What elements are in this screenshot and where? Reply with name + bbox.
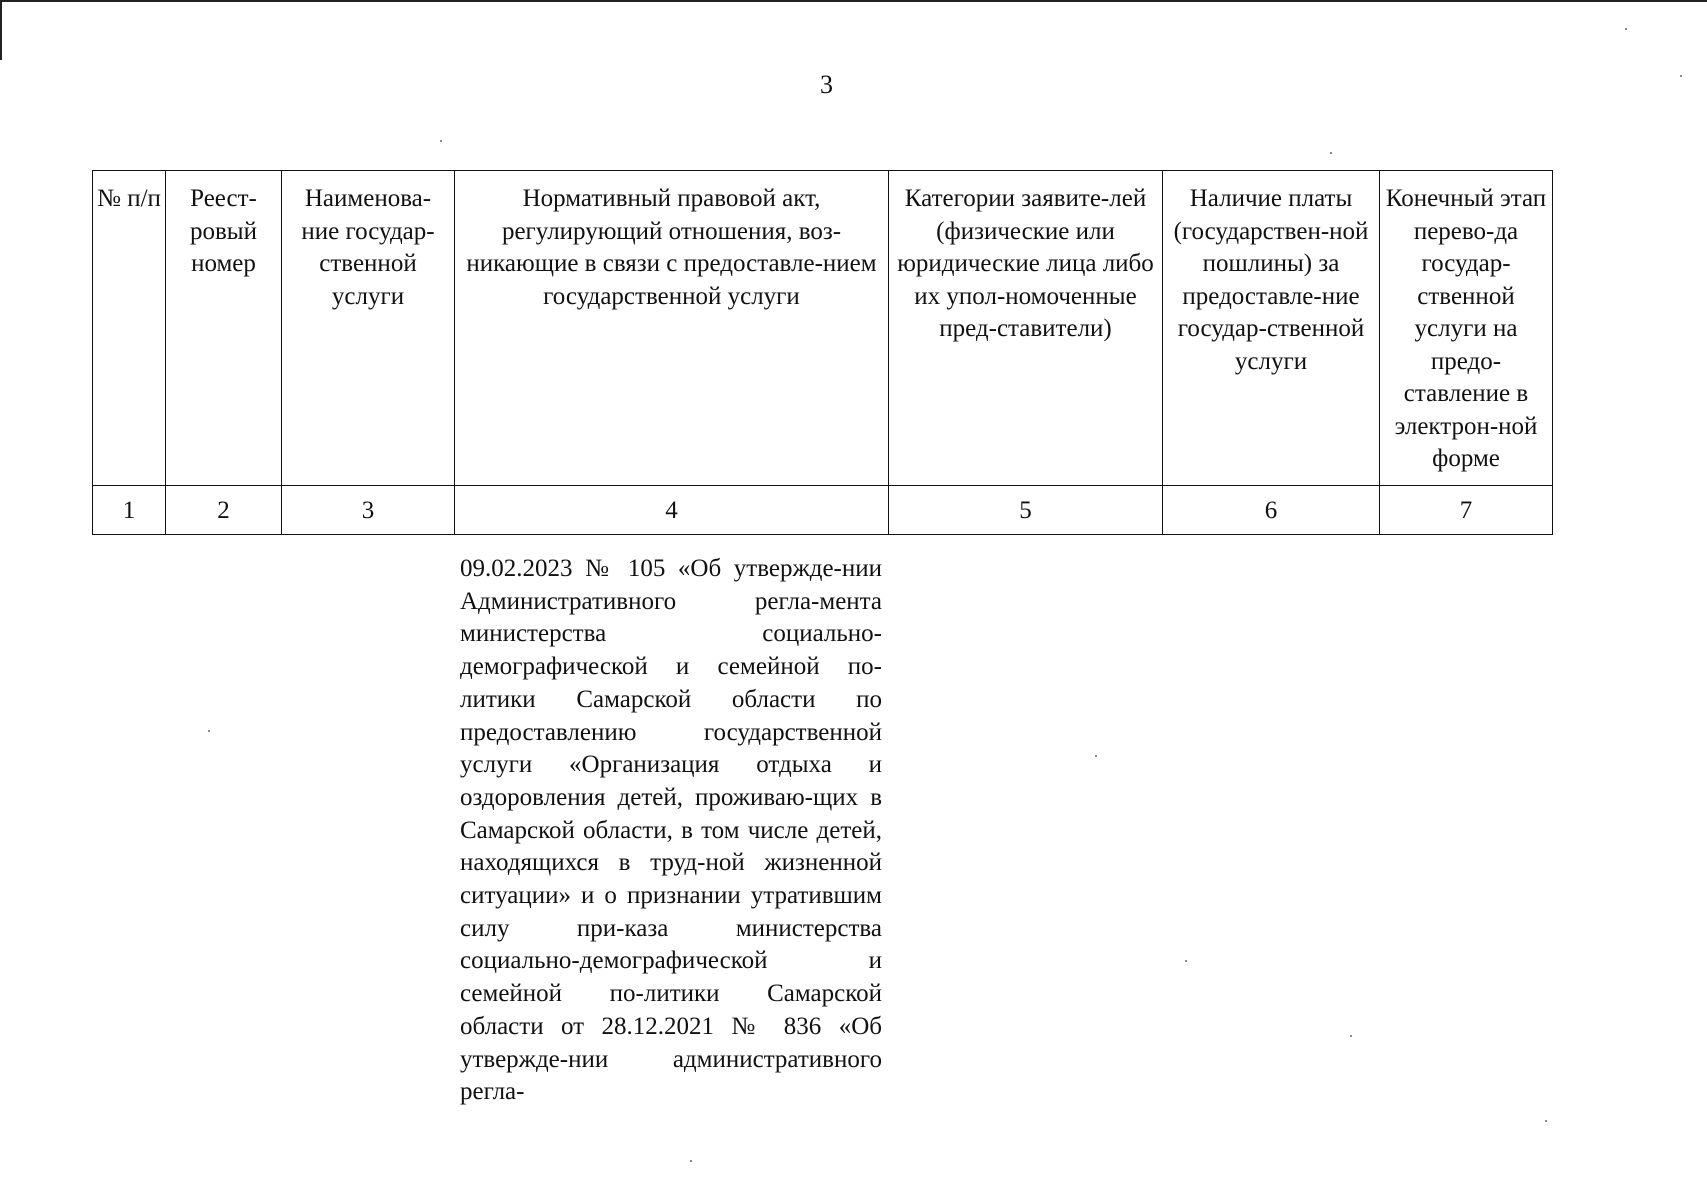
header-cell-registry-number: Реест-ровый номер [166, 171, 282, 486]
scan-speck [208, 730, 210, 732]
legal-act-continuation-text: 09.02.2023 № 105 «Об утвержде-нии Административного регла-мента министерства социально-демографической и семейной по-литики Самарской области по предоставлению государственной услуги «Организация отдыха и оздоровления детей, проживаю-щих в Самарской области, в том числе детей, находящихся в труд-ной жизненной ситуации» и о признании утратившим силу при-каза министерства социально-демографической и семейной по-литики Самарской области от 28.12.2021 № 836 «Об утвержде-нии административного регла- [460, 555, 882, 1106]
column-number-cell: 3 [282, 486, 455, 535]
scan-speck [690, 1160, 692, 1162]
scan-speck [1185, 960, 1187, 962]
scan-speck [440, 140, 442, 142]
header-cell-applicant-categories: Категории заявите-лей (физические или юридические лица либо их упол-номоченные пред-ставители) [889, 171, 1163, 486]
header-cell-service-name: Наименова-ние государ-ственной услуги [282, 171, 455, 486]
scan-speck [1350, 1035, 1352, 1037]
header-cell-legal-act: Нормативный правовой акт, регулирующий отношения, воз-никающие в связи с предоставле-нием государственной услуги [455, 171, 889, 486]
column-number-cell: 6 [1163, 486, 1380, 535]
scan-speck [1680, 75, 1682, 77]
registry-table [92, 170, 1553, 535]
column-number-cell: 4 [455, 486, 889, 535]
table-column-number-row [93, 486, 1553, 535]
column-number-cell: 5 [889, 486, 1163, 535]
scan-speck [1095, 755, 1097, 757]
scan-speck [1330, 152, 1332, 154]
scan-speck [1625, 28, 1627, 30]
header-cell-final-stage: Конечный этап перево-да государ-ственной услуги на предо-ставление в электрон-ной форме [1380, 171, 1553, 486]
scan-speck [1545, 1120, 1547, 1122]
column-number-cell: 1 [93, 486, 166, 535]
column-number-cell: 2 [166, 486, 282, 535]
header-cell-number: № п/п [93, 171, 166, 486]
table-header-row [93, 171, 1553, 486]
header-cell-fee: Наличие платы (государствен-ной пошлины) за предоставле-ние государ-ственной услуги [1163, 171, 1380, 486]
page-number: 3 [820, 70, 833, 99]
page-scan-edge-left [0, 0, 2, 60]
page-scan-edge-top [0, 0, 1707, 2]
column-number-cell: 7 [1380, 486, 1553, 535]
